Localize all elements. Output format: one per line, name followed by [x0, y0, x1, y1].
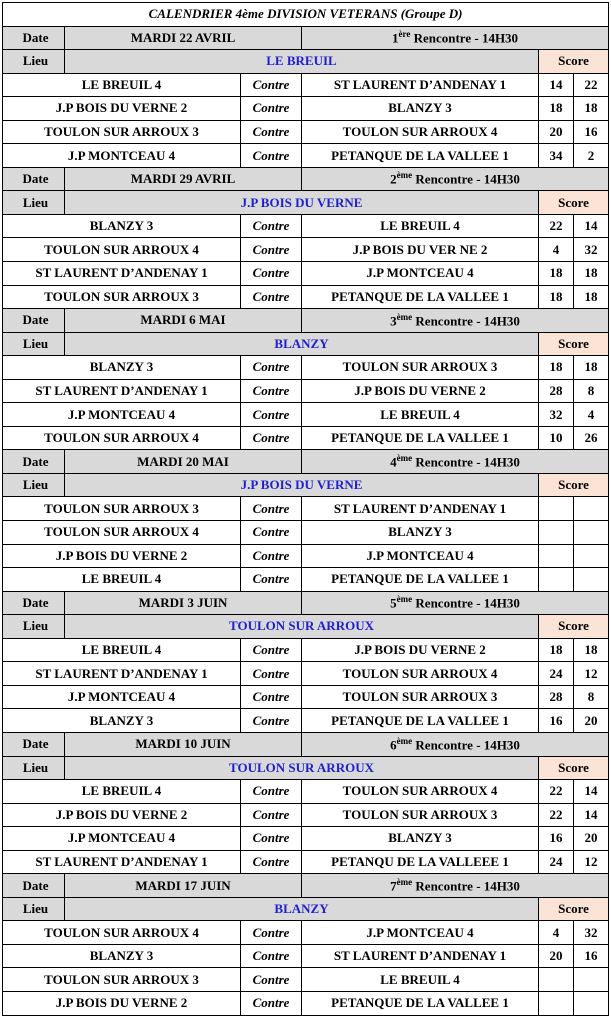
lieu-label: Lieu: [3, 473, 65, 497]
home-team: BLANZY 3: [3, 944, 241, 968]
home-score: 20: [539, 944, 574, 968]
away-team: LE BREUIL 4: [302, 403, 539, 427]
away-score: 14: [574, 214, 609, 238]
home-score: [539, 991, 574, 1015]
date-label: Date: [3, 591, 65, 615]
away-score: 32: [574, 921, 609, 945]
meeting-text: Rencontre - 14H30: [410, 30, 519, 46]
venue-row: [3, 332, 609, 356]
date-row: [3, 450, 609, 474]
home-score: 34: [539, 144, 574, 168]
date-row: [3, 874, 609, 898]
home-team: TOULON SUR ARROUX 4: [3, 238, 241, 262]
meeting-text: Rencontre - 14H30: [412, 171, 520, 187]
versus-label: Contre: [241, 356, 302, 380]
round-date: MARDI 6 MAI: [65, 309, 302, 333]
venue-name: BLANZY: [65, 332, 539, 356]
home-team: LE BREUIL 4: [3, 780, 241, 804]
lieu-label: Lieu: [3, 332, 65, 356]
meeting-text: Rencontre - 14H30: [412, 736, 520, 752]
match-row: [3, 568, 609, 592]
venue-name: BLANZY: [65, 897, 539, 921]
home-score: 18: [539, 97, 574, 121]
home-score: 16: [539, 827, 574, 851]
home-team: J.P BOIS DU VERNE 2: [3, 991, 241, 1015]
meeting-label: [302, 732, 609, 756]
match-row: [3, 285, 609, 309]
score-header: Score: [539, 473, 609, 497]
home-score: [539, 968, 574, 992]
versus-label: Contre: [241, 214, 302, 238]
score-header: Score: [539, 50, 609, 74]
away-score: 20: [574, 827, 609, 851]
schedule-body: [3, 3, 609, 1016]
venue-row: [3, 191, 609, 215]
home-score: 18: [539, 638, 574, 662]
versus-label: Contre: [241, 827, 302, 851]
home-score: 32: [539, 403, 574, 427]
home-score: 4: [539, 238, 574, 262]
home-team: TOULON SUR ARROUX 3: [3, 120, 241, 144]
home-score: 22: [539, 780, 574, 804]
away-score: [574, 968, 609, 992]
away-team: TOULON SUR ARROUX 3: [302, 803, 539, 827]
home-score: [539, 568, 574, 592]
match-row: [3, 685, 609, 709]
versus-label: Contre: [241, 968, 302, 992]
meeting-ordinal-suffix: ème: [396, 876, 413, 887]
home-score: 22: [539, 803, 574, 827]
away-score: 32: [574, 238, 609, 262]
match-row: [3, 709, 609, 733]
away-score: 14: [574, 780, 609, 804]
meeting-label: [302, 309, 609, 333]
versus-label: Contre: [241, 944, 302, 968]
home-team: J.P MONTCEAU 4: [3, 685, 241, 709]
versus-label: Contre: [241, 803, 302, 827]
versus-label: Contre: [241, 238, 302, 262]
match-row: [3, 97, 609, 121]
match-row: [3, 944, 609, 968]
meeting-ordinal: 1: [392, 30, 399, 46]
away-team: PETANQUE DE LA VALLEE 1: [302, 144, 539, 168]
meeting-ordinal: 7: [390, 878, 397, 894]
meeting-text: Rencontre - 14H30: [412, 454, 520, 470]
versus-label: Contre: [241, 97, 302, 121]
venue-row: [3, 50, 609, 74]
lieu-label: Lieu: [3, 191, 65, 215]
round-date: MARDI 22 AVRIL: [65, 26, 302, 50]
versus-label: Contre: [241, 685, 302, 709]
away-score: 8: [574, 685, 609, 709]
venue-row: [3, 756, 609, 780]
away-team: TOULON SUR ARROUX 4: [302, 662, 539, 686]
home-team: LE BREUIL 4: [3, 638, 241, 662]
away-score: [574, 497, 609, 521]
round-date: MARDI 17 JUIN: [65, 874, 302, 898]
away-score: 8: [574, 379, 609, 403]
meeting-ordinal: 5: [390, 595, 397, 611]
away-score: 4: [574, 403, 609, 427]
home-score: 10: [539, 426, 574, 450]
away-score: 18: [574, 97, 609, 121]
versus-label: Contre: [241, 662, 302, 686]
venue-name: TOULON SUR ARROUX: [65, 756, 539, 780]
versus-label: Contre: [241, 379, 302, 403]
venue-name: J.P BOIS DU VERNE: [65, 473, 539, 497]
away-team: LE BREUIL 4: [302, 214, 539, 238]
date-label: Date: [3, 309, 65, 333]
meeting-ordinal: 6: [390, 736, 397, 752]
away-team: PETANQUE DE LA VALLEE 1: [302, 991, 539, 1015]
match-row: [3, 379, 609, 403]
match-row: [3, 426, 609, 450]
home-score: 28: [539, 379, 574, 403]
date-label: Date: [3, 26, 65, 50]
date-row: [3, 309, 609, 333]
match-row: [3, 662, 609, 686]
away-team: PETANQUE DE LA VALLEE 1: [302, 426, 539, 450]
away-score: [574, 521, 609, 545]
home-score: [539, 521, 574, 545]
away-team: TOULON SUR ARROUX 3: [302, 356, 539, 380]
meeting-label: [302, 26, 609, 50]
match-row: [3, 991, 609, 1015]
home-score: [539, 497, 574, 521]
away-team: J.P MONTCEAU 4: [302, 262, 539, 286]
match-row: [3, 638, 609, 662]
away-score: 18: [574, 285, 609, 309]
away-score: [574, 568, 609, 592]
away-score: 12: [574, 662, 609, 686]
home-score: 28: [539, 685, 574, 709]
home-team: BLANZY 3: [3, 356, 241, 380]
home-team: ST LAURENT D’ANDENAY 1: [3, 850, 241, 874]
match-row: [3, 544, 609, 568]
date-row: [3, 732, 609, 756]
date-label: Date: [3, 874, 65, 898]
home-team: TOULON SUR ARROUX 4: [3, 921, 241, 945]
home-team: BLANZY 3: [3, 709, 241, 733]
round-date: MARDI 3 JUIN: [65, 591, 302, 615]
home-team: TOULON SUR ARROUX 3: [3, 497, 241, 521]
away-team: J.P BOIS DU VERNE 2: [302, 379, 539, 403]
venue-name: LE BREUIL: [65, 50, 539, 74]
calendar-sheet: [2, 2, 608, 1016]
away-team: TOULON SUR ARROUX 4: [302, 120, 539, 144]
lieu-label: Lieu: [3, 756, 65, 780]
home-team: ST LAURENT D’ANDENAY 1: [3, 662, 241, 686]
home-team: J.P BOIS DU VERNE 2: [3, 97, 241, 121]
match-row: [3, 144, 609, 168]
venue-name: J.P BOIS DU VERNE: [65, 191, 539, 215]
away-team: J.P BOIS DU VER NE 2: [302, 238, 539, 262]
meeting-ordinal-suffix: ème: [396, 594, 413, 605]
home-team: J.P MONTCEAU 4: [3, 144, 241, 168]
away-score: 18: [574, 262, 609, 286]
versus-label: Contre: [241, 850, 302, 874]
away-team: TOULON SUR ARROUX 3: [302, 685, 539, 709]
away-team: PETANQUE DE LA VALLEE 1: [302, 709, 539, 733]
away-team: TOULON SUR ARROUX 4: [302, 780, 539, 804]
match-row: [3, 73, 609, 97]
round-date: MARDI 20 MAI: [65, 450, 302, 474]
versus-label: Contre: [241, 568, 302, 592]
away-team: J.P MONTCEAU 4: [302, 544, 539, 568]
match-row: [3, 968, 609, 992]
home-team: J.P BOIS DU VERNE 2: [3, 803, 241, 827]
versus-label: Contre: [241, 638, 302, 662]
away-score: [574, 544, 609, 568]
score-header: Score: [539, 191, 609, 215]
date-row: [3, 167, 609, 191]
away-team: PETANQU DE LA VALLEEE 1: [302, 850, 539, 874]
lieu-label: Lieu: [3, 615, 65, 639]
meeting-label: [302, 874, 609, 898]
versus-label: Contre: [241, 403, 302, 427]
away-team: ST LAURENT D’ANDENAY 1: [302, 73, 539, 97]
home-team: TOULON SUR ARROUX 3: [3, 968, 241, 992]
round-date: MARDI 29 AVRIL: [65, 167, 302, 191]
home-team: ST LAURENT D’ANDENAY 1: [3, 379, 241, 403]
versus-label: Contre: [241, 544, 302, 568]
away-team: PETANQUE DE LA VALLEE 1: [302, 285, 539, 309]
home-team: J.P BOIS DU VERNE 2: [3, 544, 241, 568]
away-team: LE BREUIL 4: [302, 968, 539, 992]
match-row: [3, 214, 609, 238]
match-row: [3, 497, 609, 521]
meeting-ordinal-suffix: ème: [396, 311, 413, 322]
match-row: [3, 803, 609, 827]
match-row: [3, 356, 609, 380]
meeting-label: [302, 167, 609, 191]
home-team: LE BREUIL 4: [3, 568, 241, 592]
home-score: 14: [539, 73, 574, 97]
match-row: [3, 262, 609, 286]
home-score: 22: [539, 214, 574, 238]
meeting-ordinal-suffix: ère: [398, 29, 411, 40]
home-score: 20: [539, 120, 574, 144]
venue-row: [3, 473, 609, 497]
home-team: ST LAURENT D’ANDENAY 1: [3, 262, 241, 286]
venue-row: [3, 897, 609, 921]
away-team: J.P BOIS DU VERNE 2: [302, 638, 539, 662]
lieu-label: Lieu: [3, 897, 65, 921]
score-header: Score: [539, 332, 609, 356]
meeting-ordinal: 4: [390, 454, 397, 470]
score-header: Score: [539, 615, 609, 639]
meeting-ordinal-suffix: ème: [396, 453, 413, 463]
away-score: 18: [574, 638, 609, 662]
round-date: MARDI 10 JUIN: [65, 732, 302, 756]
away-score: 16: [574, 944, 609, 968]
match-row: [3, 238, 609, 262]
home-team: TOULON SUR ARROUX 4: [3, 521, 241, 545]
away-score: 12: [574, 850, 609, 874]
home-team: BLANZY 3: [3, 214, 241, 238]
match-row: [3, 521, 609, 545]
meeting-ordinal: 2: [390, 171, 397, 187]
away-team: BLANZY 3: [302, 521, 539, 545]
score-header: Score: [539, 756, 609, 780]
meeting-text: Rencontre - 14H30: [412, 313, 520, 329]
date-row: [3, 591, 609, 615]
versus-label: Contre: [241, 73, 302, 97]
meeting-ordinal: 3: [390, 313, 397, 329]
away-team: BLANZY 3: [302, 97, 539, 121]
versus-label: Contre: [241, 709, 302, 733]
home-team: TOULON SUR ARROUX 3: [3, 285, 241, 309]
page-title: CALENDRIER 4ème DIVISION VETERANS (Groupe D): [3, 3, 609, 27]
versus-label: Contre: [241, 521, 302, 545]
home-team: J.P MONTCEAU 4: [3, 403, 241, 427]
home-team: TOULON SUR ARROUX 4: [3, 426, 241, 450]
match-row: [3, 403, 609, 427]
meeting-text: Rencontre - 14H30: [412, 878, 520, 894]
away-score: 18: [574, 356, 609, 380]
match-row: [3, 120, 609, 144]
match-row: [3, 921, 609, 945]
score-header: Score: [539, 897, 609, 921]
versus-label: Contre: [241, 921, 302, 945]
versus-label: Contre: [241, 780, 302, 804]
home-score: 24: [539, 850, 574, 874]
title-row: [3, 3, 609, 27]
away-team: J.P MONTCEAU 4: [302, 921, 539, 945]
home-score: 18: [539, 356, 574, 380]
match-row: [3, 850, 609, 874]
meeting-text: Rencontre - 14H30: [412, 595, 520, 611]
schedule-table: [2, 2, 609, 1016]
date-label: Date: [3, 167, 65, 191]
versus-label: Contre: [241, 991, 302, 1015]
away-score: 22: [574, 73, 609, 97]
home-score: [539, 544, 574, 568]
meeting-ordinal-suffix: ème: [396, 735, 413, 746]
away-score: 20: [574, 709, 609, 733]
match-row: [3, 827, 609, 851]
meeting-ordinal-suffix: ème: [396, 170, 413, 181]
away-score: 26: [574, 426, 609, 450]
meeting-label: [302, 450, 609, 474]
away-score: 16: [574, 120, 609, 144]
versus-label: Contre: [241, 285, 302, 309]
home-score: 16: [539, 709, 574, 733]
away-score: 2: [574, 144, 609, 168]
date-label: Date: [3, 450, 65, 474]
versus-label: Contre: [241, 262, 302, 286]
meeting-label: [302, 591, 609, 615]
versus-label: Contre: [241, 144, 302, 168]
versus-label: Contre: [241, 426, 302, 450]
away-team: ST LAURENT D’ANDENAY 1: [302, 944, 539, 968]
versus-label: Contre: [241, 120, 302, 144]
away-team: ST LAURENT D’ANDENAY 1: [302, 497, 539, 521]
venue-row: [3, 615, 609, 639]
home-team: LE BREUIL 4: [3, 73, 241, 97]
lieu-label: Lieu: [3, 50, 65, 74]
home-score: 18: [539, 285, 574, 309]
home-score: 4: [539, 921, 574, 945]
date-row: [3, 26, 609, 50]
home-score: 18: [539, 262, 574, 286]
venue-name: TOULON SUR ARROUX: [65, 615, 539, 639]
versus-label: Contre: [241, 497, 302, 521]
away-team: BLANZY 3: [302, 827, 539, 851]
away-score: [574, 991, 609, 1015]
match-row: [3, 780, 609, 804]
home-score: 24: [539, 662, 574, 686]
away-score: 14: [574, 803, 609, 827]
date-label: Date: [3, 732, 65, 756]
home-team: J.P MONTCEAU 4: [3, 827, 241, 851]
away-team: PETANQUE DE LA VALLEE 1: [302, 568, 539, 592]
